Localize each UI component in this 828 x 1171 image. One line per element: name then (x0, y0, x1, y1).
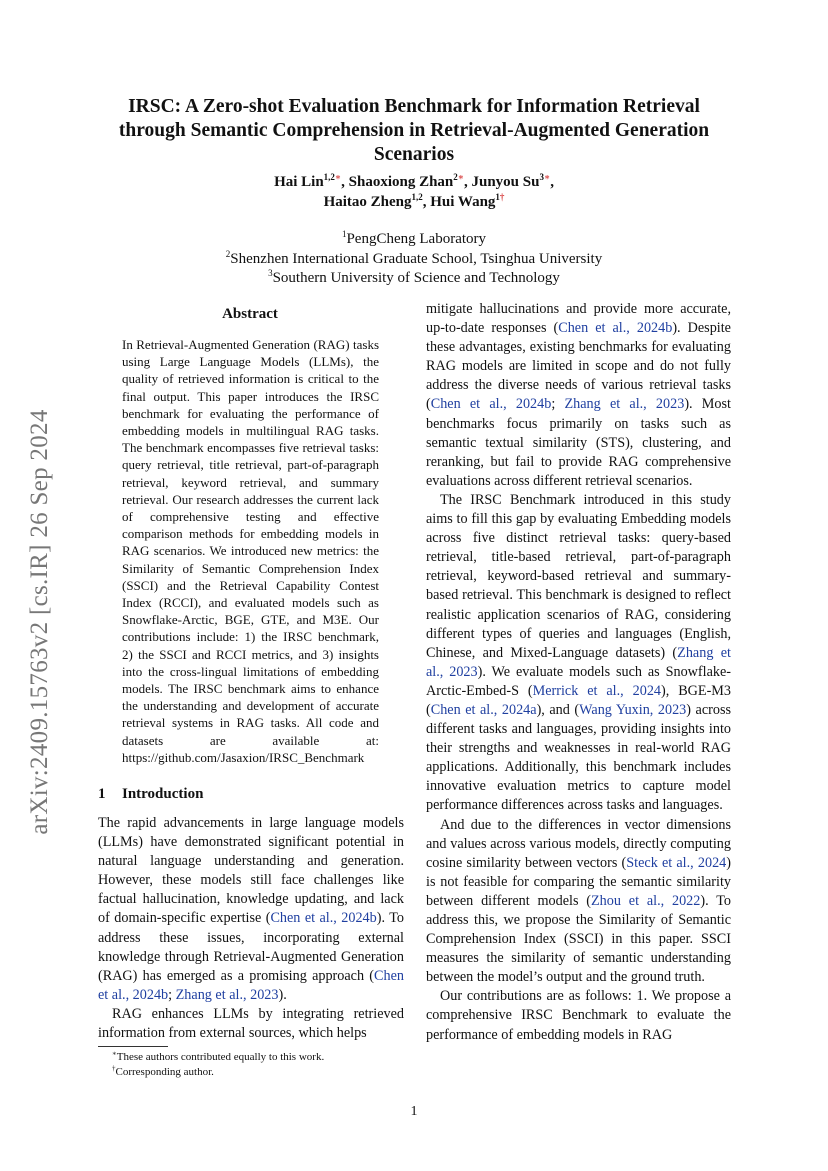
citation-link[interactable]: Zhang et al., 2023 (175, 986, 279, 1003)
author-name: Hai Lin (274, 174, 324, 190)
page-number: 1 (410, 1104, 418, 1119)
author-name: Shaoxiong Zhan (348, 174, 454, 190)
left-column-text (98, 814, 404, 1043)
paragraph: mitigate hallucinations and provide more accurate, up-to-date responses (Chen et al., 2024b). Despite these advantages, existing benchmarks for evaluating RAG models are limited in scope and do not fully address the diverse needs of various retrieval tasks (Chen et al., 2024b; Zhang et al., 2023). Most benchmarks focus primarily on tasks such as semantic textual similarity (STS), clustering, and reranking, but fail to provide RAG comprehensive evaluations across different retrieval scenarios. (426, 301, 731, 489)
citation-link[interactable]: Chen et al., 2024b (558, 320, 673, 337)
author-name: Hui Wang (430, 194, 496, 210)
footnotes (112, 1050, 324, 1079)
paragraph: The rapid advancements in large language models (LLMs) have demonstrated significant potential in natural language understanding and generation. However, these models still face challenges like factual hallucination, knowledge updating, and lack of domain-specific expertise (Chen et al., 2024b). To address these issues, incorporating external knowledge through Retrieval-Augmented Generation (RAG) has emerged as a promising approach (Chen et al., 2024b; Zhang et al., 2023). (98, 815, 404, 1003)
abstract-heading: Abstract (222, 306, 278, 322)
arxiv-identifier: arXiv:2409.15763v2 [cs.IR] 26 Sep 2024 (26, 409, 53, 835)
section-heading-introduction (98, 786, 203, 803)
citation-link[interactable]: Zhou et al., 2022 (591, 892, 701, 909)
affiliations (96, 230, 732, 289)
paragraph: And due to the differences in vector dimensions and values across various models, directly computing cosine similarity between vectors (Steck et al., 2024) is not feasible for comparing the semantic similarity between different models (Zhou et al., 2022). To address this, we propose the Similarity of Semantic Comprehension Index (SSCI) in this paper. SSCI measures the similarity of semantic understanding between the model’s output and the ground truth. (426, 816, 731, 986)
citation-link[interactable]: Chen et al., 2024b (98, 967, 404, 1003)
author-list: Hai Lin$^{1,2∗}$, Shaoxiong Zhan$^{2∗}$, Junyou $Su^{3∗}$, Haitao Zheng$^{1,2}$, Hui Wang$^{1\dagger}$ (274, 172, 554, 210)
citation-link[interactable]: Chen et al., 2024a (430, 701, 537, 718)
author-name: Junyou Su (471, 174, 540, 190)
citation-link[interactable]: Steck et al., 2024 (626, 854, 727, 871)
citation-link[interactable]: Chen et al., 2024b (270, 910, 377, 927)
section-number: 1 (98, 786, 106, 802)
affiliation: $^3$Southern University of Science and Technology (268, 268, 560, 286)
citation-link[interactable]: Chen et al., 2024b (430, 396, 552, 413)
affiliation: $^2$Shenzhen International Graduate School, Tsinghua University (225, 248, 603, 267)
citation-link[interactable]: Zhang et al., 2023 (426, 644, 731, 680)
section-title: Introduction (122, 786, 204, 802)
paragraph: Our contributions are as follows: 1. We propose a comprehensive IRSC Benchmark to evaluate the performance of embedding models in RAG (426, 988, 731, 1043)
citation-link[interactable]: Zhang et al., 2023 (564, 396, 685, 413)
right-column-text (426, 300, 731, 1045)
footnote: ∗These authors contributed equally to this work. (112, 1049, 325, 1063)
abstract-text: In Retrieval-Augmented Generation (RAG) tasks using Large Language Models (LLMs), the quality of retrieved information is critical to the final output. This paper introduces the IRSC benchmark for evaluating the performance of embedding models in multilingual RAG tasks. The benchmark encompasses five retrieval tasks: query retrieval, title retrieval, part-of-paragraph retrieval, keyword retrieval, and summary retrieval. Our research addresses the current lack of comprehensive testing and effective comparison methods for embedding models in RAG scenarios. We introduced new metrics: the Similarity of Semantic Comprehension Index (SSCI) and the Retrieval Capability Contest Index (RCCI), and evaluated models such as Snowflake-Arctic, BGE, GTE, and M3E. Our contributions include: 1) the IRSC benchmark, 2) the SSCI and RCCI metrics, and 3) insights into the cross-lingual limitations of embedding models. The IRSC benchmark aims to enhance the understanding and development of accurate retrieval systems in RAG tasks. All code and datasets are available at: https://github.com/Jasaxion/IRSC_Benchmark (122, 337, 379, 765)
affiliation: $^1$PengCheng Laboratory (341, 229, 487, 247)
footnote-divider (98, 1046, 168, 1047)
paper-title: IRSC: A Zero-shot Evaluation Benchmark for Information Retrieval through Semantic Comprehension in Retrieval-Augmented Generation Scenarios (118, 96, 710, 165)
citation-link[interactable]: Wang Yuxin, 2023 (579, 701, 687, 718)
author-name: Haitao Zheng (323, 194, 412, 210)
paragraph: The IRSC Benchmark introduced in this study aims to fill this gap by evaluating Embedding models across five distinct retrieval tasks: query-based retrieval, title-based retrieval, part-of-paragraph retrieval, keyword-based retrieval and summary-based retrieval. This benchmark is designed to reflect realistic application scenarios of RAG, considering different types of queries and languages (English, Chinese, and Mixed-Language datasets) (Zhang et al., 2023). We evaluate models such as Snowflake-Arctic-Embed-S (Merrick et al., 2024), BGE-M3 (Chen et al., 2024a), and (Wang Yuxin, 2023) across different tasks and languages, providing insights into their strengths and weaknesses in real-world RAG applications. Additionally, this benchmark includes innovative evaluation metrics to capture model performance differences across tasks and languages. (426, 491, 732, 814)
citation-link[interactable]: Merrick et al., 2024 (532, 682, 662, 699)
paragraph: RAG enhances LLMs by integrating retrieved information from external sources, which helps (98, 1005, 404, 1042)
footnote: †Corresponding author. (112, 1063, 214, 1078)
